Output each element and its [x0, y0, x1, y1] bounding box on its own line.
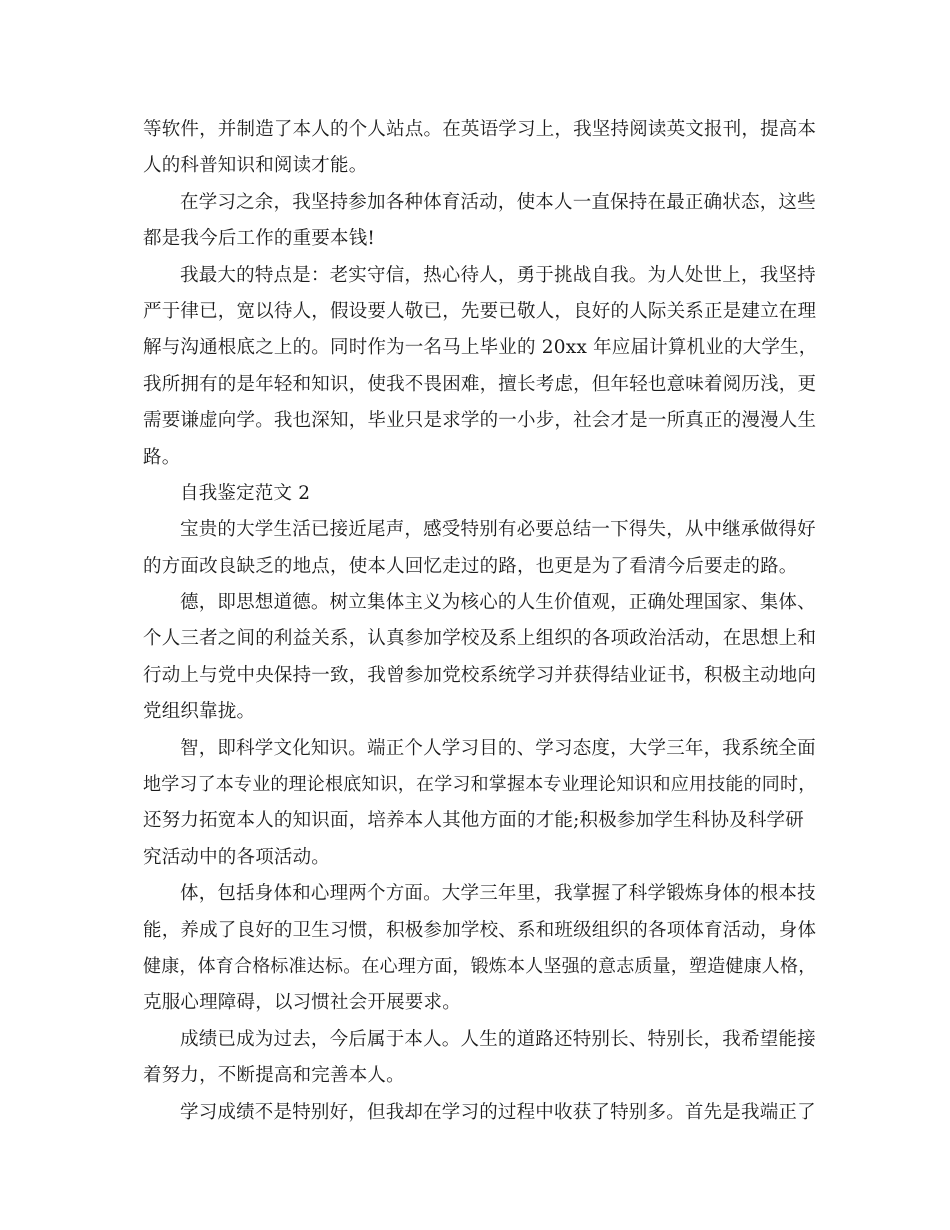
text-line: 需要谦虚向学。我也深知，毕业只是求学的一小步，社会才是一所真正的漫漫人生	[143, 410, 817, 432]
text-line: 路。	[143, 446, 181, 468]
text-line: 着努力，不断提高和完善本人。	[143, 1065, 405, 1087]
text-line: 都是我今后工作的重要本钱!	[143, 228, 376, 250]
text-line: 的方面改良缺乏的地点，使本人回忆走过的路，也更是为了看清今后要走的路。	[143, 555, 798, 577]
section-heading: 自我鉴定范文 2	[180, 482, 311, 504]
paragraph-start-line: 体，包括身体和心理两个方面。大学三年里，我掌握了科学锻炼身体的根本技	[180, 883, 816, 905]
text-line: 行动上与党中央保持一致，我曾参加党校系统学习并获得结业证书，积极主动地向	[143, 664, 817, 686]
text-line: 党组织靠拢。	[143, 701, 256, 723]
text-line: 健康，体育合格标准达标。在心理方面，锻炼本人坚强的意志质量，塑造健康人格，	[143, 955, 817, 977]
text-line: 严于律已，宽以待人，假设要人敬已，先要已敬人，良好的人际关系正是建立在理	[143, 300, 817, 322]
paragraph-start-line: 德，即思想道德。树立集体主义为核心的人生价值观，正确处理国家、集体、	[180, 592, 816, 614]
text-line: 克服心理障碍，以习惯社会开展要求。	[143, 992, 461, 1014]
text-line: 解与沟通根底之上的。同时作为一名马上毕业的 20xx 年应届计算机业的大学生，	[143, 337, 818, 359]
text-line: 我所拥有的是年轻和知识，使我不畏困难，擅长考虑，但年轻也意味着阅历浅，更	[143, 373, 817, 395]
text-line: 究活动中的各项活动。	[143, 846, 331, 868]
document-body	[143, 112, 823, 1131]
paragraph-start-line: 智，即科学文化知识。端正个人学习目的、学习态度，大学三年，我系统全面	[180, 737, 816, 759]
text-line: 人的科普知识和阅读才能。	[143, 155, 368, 177]
text-line: 等软件，并制造了本人的个人站点。在英语学习上，我坚持阅读英文报刊，提高本	[143, 119, 817, 140]
paragraph-start-line: 我最大的特点是：老实守信，热心待人，勇于挑战自我。为人处世上，我坚持	[180, 264, 816, 286]
text-line: 个人三者之间的利益关系，认真参加学校及系上组织的各项政治活动，在思想上和	[143, 628, 817, 650]
paragraph-start-line: 成绩已成为过去，今后属于本人。人生的道路还特别长、特别长，我希望能接	[180, 1028, 816, 1050]
text-line: 能，养成了良好的卫生习惯，积极参加学校、系和班级组织的各项体育活动，身体	[143, 919, 817, 941]
text-line: 还努力拓宽本人的知识面，培养本人其他方面的才能;积极参加学生科协及科学研	[143, 810, 804, 832]
paragraph-start-line: 学习成绩不是特别好，但我却在学习的过程中收获了特别多。首先是我端正了	[180, 1101, 816, 1123]
paragraph-start-line: 在学习之余，我坚持参加各种体育活动，使本人一直保持在最正确状态，这些	[180, 191, 816, 213]
text-line: 地学习了本专业的理论根底知识，在学习和掌握本专业理论知识和应用技能的同时，	[143, 774, 817, 796]
paragraph-start-line: 宝贵的大学生活已接近尾声，感受特别有必要总结一下得失，从中继承做得好	[180, 519, 816, 541]
